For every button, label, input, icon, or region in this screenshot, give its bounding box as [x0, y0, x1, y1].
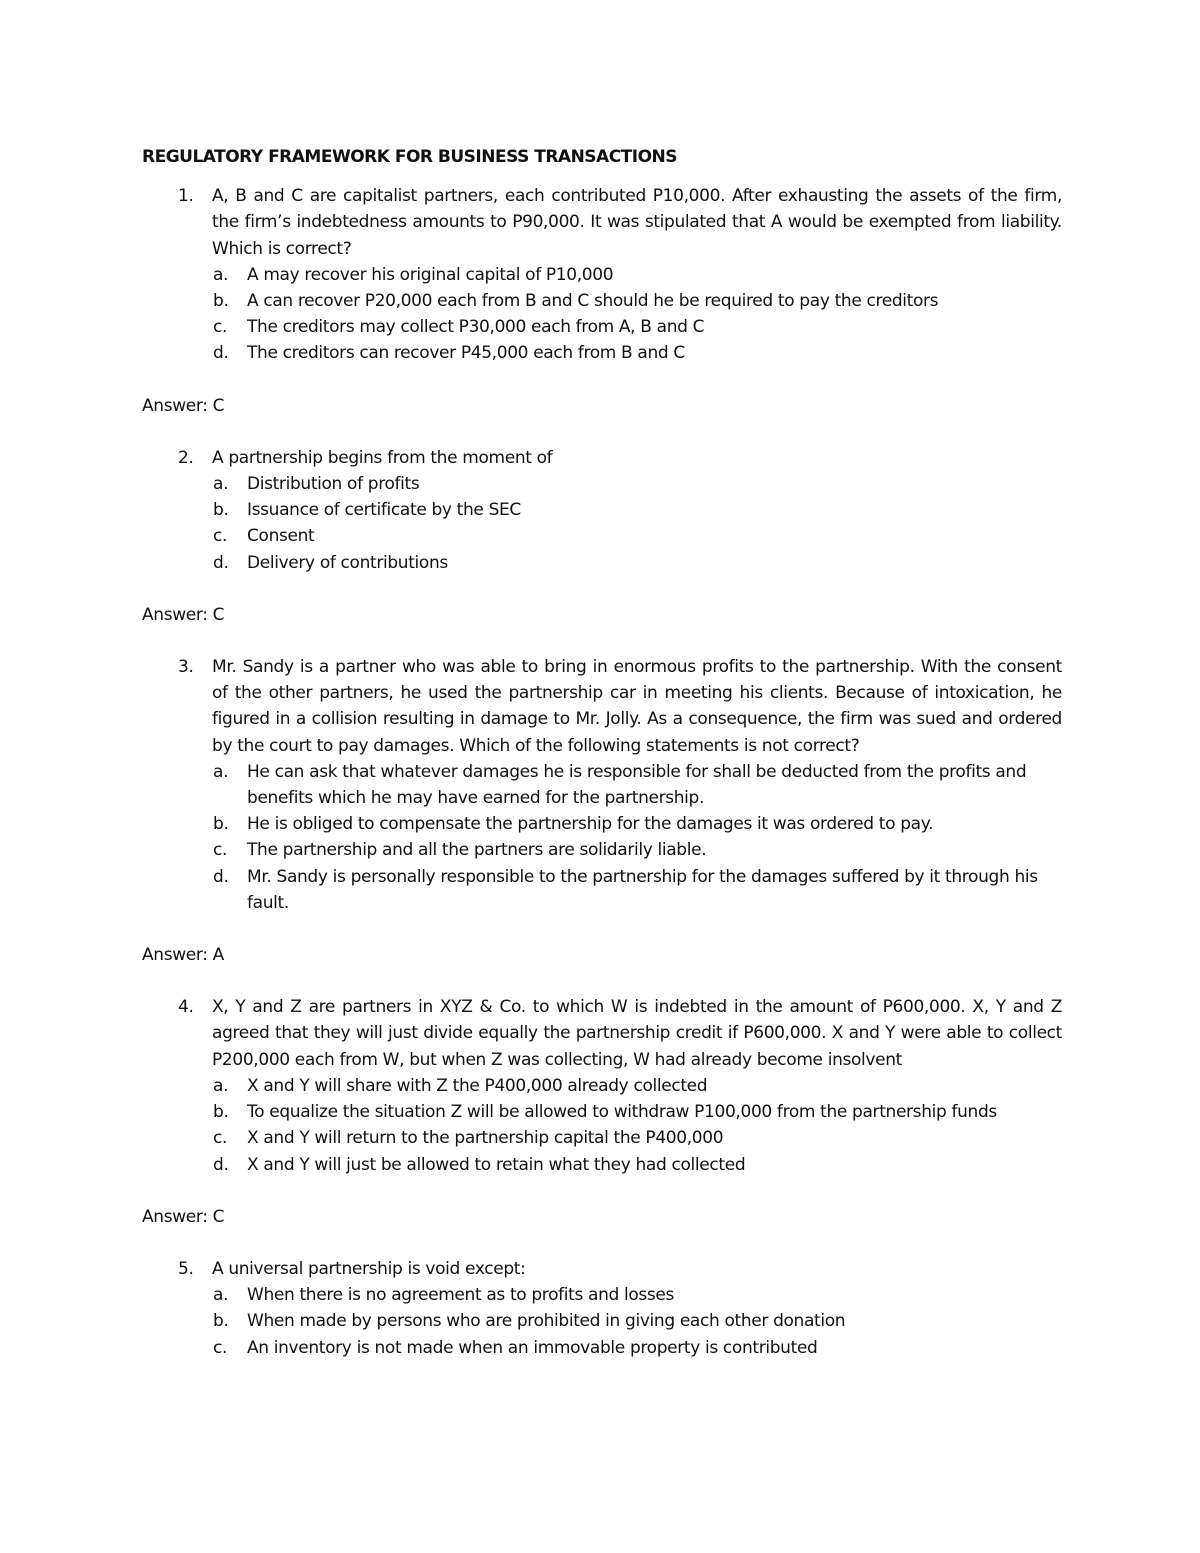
option-list: [142, 759, 1062, 916]
question-number: 2.: [178, 447, 194, 468]
option-letter: c.: [213, 526, 228, 547]
option-text: Delivery of contributions: [247, 552, 448, 573]
option-letter: b.: [213, 1311, 229, 1332]
option-letter: b.: [213, 1102, 229, 1123]
option-item: [142, 288, 1062, 314]
option-text: The creditors can recover P45,000 each from B and C: [247, 343, 685, 364]
option-text: To equalize the situation Z will be allowed to withdraw P100,000 from the partnership funds: [247, 1102, 997, 1123]
question-number: 3.: [178, 657, 194, 678]
option-letter: d.: [213, 1154, 229, 1175]
question-number: 1.: [178, 186, 194, 207]
option-text: X and Y will return to the partnership capital the P400,000: [247, 1128, 724, 1149]
option-item: [142, 471, 1062, 497]
option-item: [142, 497, 1062, 523]
option-text: X and Y will just be allowed to retain what they had collected: [247, 1154, 746, 1175]
question-text: Mr. Sandy is a partner who was able to bring in enormous profits to the partnership. With the consent of the other partners, he used the partnership car in meeting his clients. Because of intoxication, he figured in a collision resulting in damage to Mr. Jolly. As a consequence, the firm was sued and ordered by the court to pay damages. Which of the following statements is not correct?: [212, 657, 1062, 756]
question-number-cell: [142, 1256, 212, 1282]
question-list: [142, 183, 1062, 1361]
option-text: Issuance of certificate by the SEC: [247, 500, 521, 521]
option-text: When there is no agreement as to profits and losses: [247, 1285, 675, 1306]
option-item: [142, 1125, 1062, 1151]
question-5: [142, 1256, 1062, 1361]
option-item: [142, 811, 1062, 837]
question-3: [142, 654, 1062, 968]
question-number-cell: [142, 445, 212, 471]
question-number-cell: [142, 654, 212, 759]
option-letter: a.: [213, 474, 229, 495]
option-item: [142, 1152, 1062, 1178]
question-number: 5.: [178, 1258, 194, 1279]
option-letter: d.: [213, 343, 229, 364]
question-stem: [142, 1256, 1062, 1282]
question-2: [142, 445, 1062, 628]
option-letter: a.: [213, 761, 229, 782]
option-item: [142, 1282, 1062, 1308]
option-item: [142, 1099, 1062, 1125]
answer-line: Answer: C: [142, 1206, 225, 1227]
option-text: X and Y will share with Z the P400,000 already collected: [247, 1075, 708, 1096]
question-text: X, Y and Z are partners in XYZ & Co. to which W is indebted in the amount of P600,000. X, Y and Z agreed that they will just divide equally the partnership credit if P600,000. X and Y were able to collect P200,000 each from W, but when Z was collecting, W had already become insolvent: [212, 997, 1062, 1070]
option-item: [142, 1335, 1062, 1361]
option-text: The creditors may collect P30,000 each from A, B and C: [247, 317, 705, 338]
option-item: [142, 759, 1062, 811]
option-letter: d.: [213, 866, 229, 887]
option-text: An inventory is not made when an immovable property is contributed: [247, 1337, 818, 1358]
option-item: [142, 1073, 1062, 1099]
option-text: A may recover his original capital of P10,000: [247, 264, 614, 285]
question-text: A, B and C are capitalist partners, each contributed P10,000. After exhausting the assets of the firm, the firm’s indebtedness amounts to P90,000. It was stipulated that A would be exempted from liability. Which is correct?: [212, 186, 1062, 259]
option-text: He can ask that whatever damages he is responsible for shall be deducted from the profits and benefits which he may have earned for the partnership.: [247, 761, 1027, 809]
option-letter: b.: [213, 814, 229, 835]
question-text: A universal partnership is void except:: [212, 1258, 526, 1279]
option-text: Mr. Sandy is personally responsible to the partnership for the damages suffered by it through his fault.: [247, 866, 1038, 913]
answer-line: Answer: A: [142, 945, 224, 966]
question-number-cell: [142, 994, 212, 1073]
question-4: [142, 994, 1062, 1230]
answer-line: Answer: C: [142, 604, 225, 625]
option-letter: b.: [213, 291, 229, 312]
option-item: [142, 523, 1062, 549]
option-text: When made by persons who are prohibited in giving each other donation: [247, 1311, 846, 1332]
option-text: He is obliged to compensate the partnership for the damages it was ordered to pay.: [247, 814, 934, 835]
document-page: [142, 144, 1062, 1361]
option-letter: a.: [213, 1285, 229, 1306]
option-letter: a.: [213, 264, 229, 285]
option-item: [142, 1308, 1062, 1334]
option-text: The partnership and all the partners are solidarily liable.: [247, 840, 707, 861]
question-1: [142, 183, 1062, 419]
question-stem: [142, 654, 1062, 759]
document-title: REGULATORY FRAMEWORK FOR BUSINESS TRANSACTIONS: [142, 147, 678, 167]
option-letter: b.: [213, 500, 229, 521]
option-item: [142, 837, 1062, 863]
question-stem: [142, 445, 1062, 471]
option-letter: c.: [213, 1337, 228, 1358]
question-stem: [142, 994, 1062, 1073]
option-list: [142, 262, 1062, 367]
question-text: A partnership begins from the moment of: [212, 447, 553, 468]
option-item: [142, 262, 1062, 288]
option-letter: a.: [213, 1075, 229, 1096]
answer-line: Answer: C: [142, 395, 225, 416]
option-item: [142, 550, 1062, 576]
option-list: [142, 1282, 1062, 1361]
option-letter: c.: [213, 840, 228, 861]
option-text: A can recover P20,000 each from B and C should he be required to pay the creditors: [247, 291, 939, 312]
option-text: Consent: [247, 526, 315, 547]
option-item: [142, 340, 1062, 366]
option-letter: d.: [213, 552, 229, 573]
option-letter: c.: [213, 1128, 228, 1149]
question-number: 4.: [178, 997, 194, 1018]
question-stem: [142, 183, 1062, 262]
option-list: [142, 1073, 1062, 1178]
question-number-cell: [142, 183, 212, 262]
option-list: [142, 471, 1062, 576]
option-text: Distribution of profits: [247, 474, 420, 495]
option-letter: c.: [213, 317, 228, 338]
option-item: [142, 314, 1062, 340]
option-item: [142, 864, 1062, 916]
